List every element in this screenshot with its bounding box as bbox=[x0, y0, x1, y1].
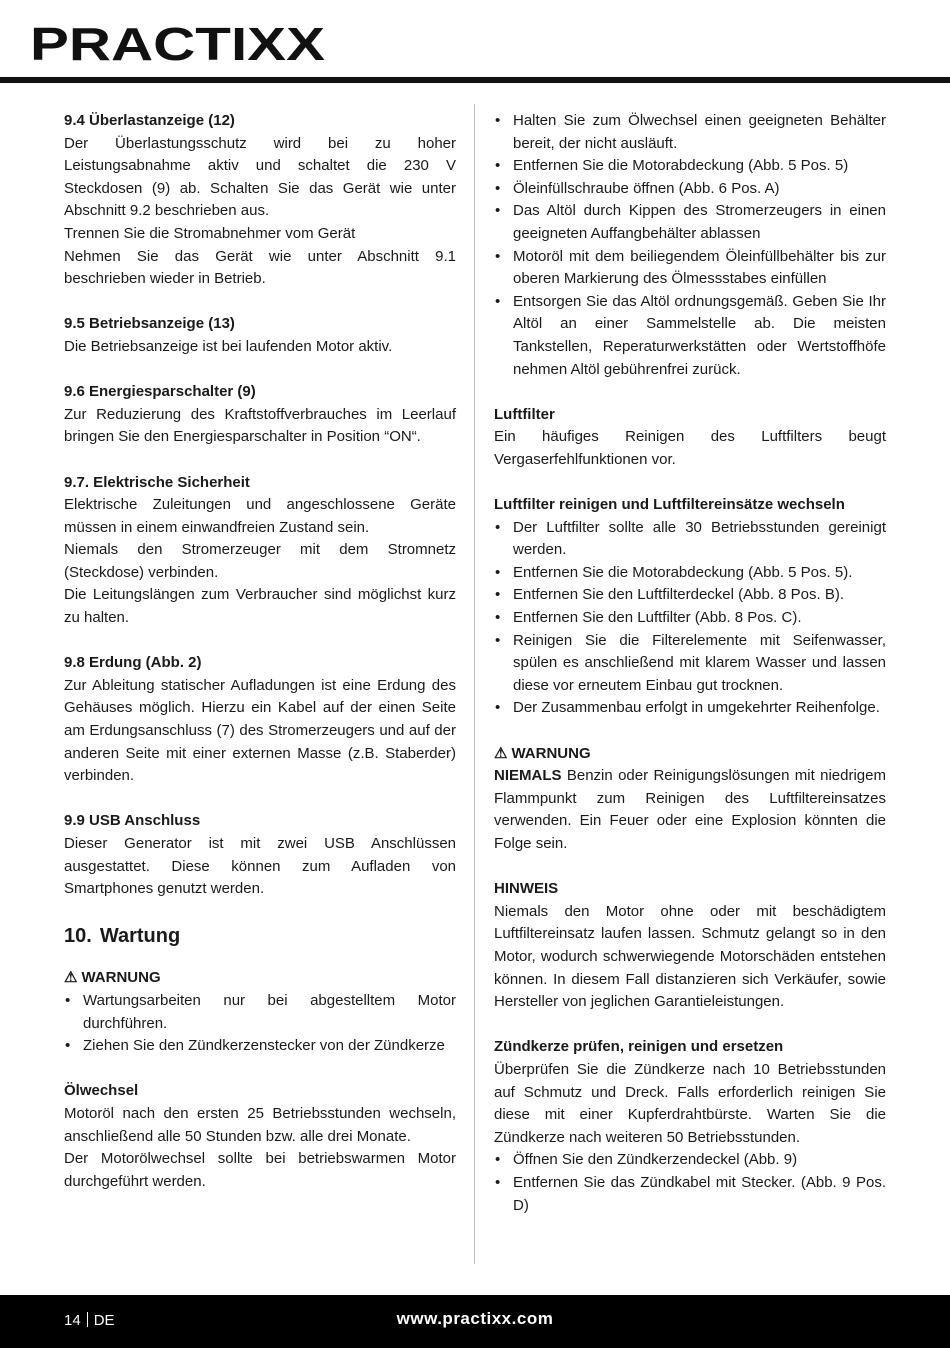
section-zuendkerze bbox=[494, 1036, 886, 1217]
page-number-value: 14 bbox=[64, 1312, 81, 1329]
section-luftfilter bbox=[494, 404, 886, 472]
paragraph: Dieser Generator ist mit zwei USB Anschlüssen ausgestattet. Diese können zum Aufladen von Smartphones genutzt werden. bbox=[64, 835, 456, 898]
list-item: • Entfernen Sie den Luftfilter (Abb. 8 Pos. C). bbox=[494, 607, 886, 630]
list-item: • Öleinfüllschraube öffnen (Abb. 6 Pos. A) bbox=[494, 178, 886, 201]
warning-title: WARNUNG bbox=[81, 969, 161, 987]
section-title: 9.9 USB Anschluss bbox=[64, 812, 201, 830]
column-divider bbox=[474, 104, 475, 1264]
practixx-logo bbox=[30, 14, 330, 76]
steps-list bbox=[494, 517, 886, 720]
oelwechsel-steps bbox=[494, 110, 886, 381]
warning-icon: ⚠ bbox=[64, 969, 78, 987]
paragraph: Ein häufiges Reinigen des Luftfilters beugt Vergaserfehlfunktionen vor. bbox=[494, 428, 886, 468]
left-column bbox=[64, 110, 456, 1193]
section-9-5 bbox=[64, 313, 456, 358]
section-title: Zündkerze prüfen, reinigen und ersetzen bbox=[494, 1038, 784, 1056]
paragraph: Die Leitungslängen zum Verbraucher sind möglichst kurz zu halten. bbox=[64, 586, 456, 627]
list-item: • Motoröl mit dem beiliegendem Öleinfüllbehälter bis zur oberen Markierung des Ölmessstabes einfüllen bbox=[494, 246, 886, 291]
page-footer bbox=[0, 1295, 950, 1348]
warning-title: WARNUNG bbox=[511, 744, 591, 762]
paragraph: Niemals den Stromerzeuger mit dem Stromnetz (Steckdose) verbinden. bbox=[64, 541, 456, 581]
list-item: • Der Zusammenbau erfolgt in umgekehrter Reihenfolge. bbox=[494, 697, 886, 720]
list-item: • Entfernen Sie die Motorabdeckung (Abb. 5 Pos. 5) bbox=[494, 155, 886, 178]
paragraph: Trennen Sie die Stromabnehmer vom Gerät bbox=[64, 224, 356, 242]
emphasis: NIEMALS bbox=[494, 767, 562, 785]
right-column bbox=[494, 110, 886, 1217]
section-9-4 bbox=[64, 110, 456, 291]
section-title: Luftfilter bbox=[494, 405, 555, 423]
warning-block bbox=[64, 967, 456, 1057]
list-item: • Reinigen Sie die Filterelemente mit Seifenwasser, spülen es anschließend mit klarem Wasser und lassen diese vor erneutem Einbau gut trocknen. bbox=[494, 630, 886, 698]
section-title: 9.4 Überlastanzeige (12) bbox=[64, 112, 235, 129]
paragraph: Der Motorölwechsel sollte bei betriebswarmen Motor durchgeführt werden. bbox=[64, 1150, 456, 1190]
paragraph: Motoröl nach den ersten 25 Betriebsstunden wechseln, anschließend alle 50 Stunden bzw. alle drei Monate. bbox=[64, 1104, 456, 1145]
paragraph: Nehmen Sie das Gerät wie unter Abschnitt 9.1 beschrieben wieder in Betrieb. bbox=[64, 247, 456, 288]
paragraph: Die Betriebsanzeige ist bei laufenden Motor aktiv. bbox=[64, 337, 393, 355]
warning-text: Benzin oder Reinigungslösungen mit niedrigem Flammpunkt zum Reinigen des Luftfiltereinsatzes verwenden. Ein Feuer oder eine Explosion könnten die Folge sein. bbox=[494, 767, 886, 852]
section-9-8 bbox=[64, 652, 456, 788]
section-oelwechsel bbox=[64, 1080, 456, 1193]
section-title: 9.8 Erdung (Abb. 2) bbox=[64, 654, 202, 672]
paragraph: Der Überlastungsschutz wird bei zu hoher Leistungsabnahme aktiv und schaltet die 230 V Steckdosen (9) ab. Schalten Sie das Gerät wie unter Abschnitt 9.2 beschrieben aus. bbox=[64, 134, 456, 220]
section-title: HINWEIS bbox=[494, 880, 559, 898]
list-item: • Entsorgen Sie das Altöl ordnungsgemäß. Geben Sie Ihr Altöl an einer Sammelstelle ab. Die meisten Tankstellen, Reperaturwerkstätten oder Wertstoffhöfe nehmen Altöl gebührenfrei zurück. bbox=[494, 291, 886, 381]
list-item: • Ziehen Sie den Zündkerzenstecker von der Zündkerze bbox=[64, 1035, 456, 1058]
header-rule bbox=[0, 77, 950, 83]
language-code: DE bbox=[93, 1312, 115, 1329]
list-item: • Öffnen Sie den Zündkerzendeckel (Abb. 9) bbox=[494, 1149, 886, 1172]
section-luftfilter-reinigen bbox=[494, 494, 886, 720]
list-item: • Wartungsarbeiten nur bei abgestelltem Motor durchführen. bbox=[64, 990, 456, 1035]
list-item: • Das Altöl durch Kippen des Stromerzeugers in einen geeigneten Auffangbehälter ablassen bbox=[494, 200, 886, 245]
logo-text: PRACTIXX bbox=[30, 18, 326, 70]
list-item: • Entfernen Sie den Luftfilterdeckel (Abb. 8 Pos. B). bbox=[494, 584, 886, 607]
section-title: 9.5 Betriebsanzeige (13) bbox=[64, 315, 235, 333]
paragraph: Überprüfen Sie die Zündkerze nach 10 Betriebsstunden auf Schmutz und Dreck. Falls erforderlich reinigen Sie diese mit einer Kupferdrahtbürste. Warten Sie die Zündkerze nach weiteren 50 Betriebsstunden. bbox=[494, 1060, 886, 1146]
section-9-9 bbox=[64, 810, 456, 900]
paragraph bbox=[494, 765, 886, 855]
warning-icon: ⚠ bbox=[494, 744, 508, 762]
chapter-number: 10. bbox=[64, 925, 92, 948]
page-header bbox=[0, 0, 950, 84]
section-title: Ölwechsel bbox=[64, 1082, 139, 1100]
list-item: • Entfernen Sie die Motorabdeckung (Abb. 5 Pos. 5). bbox=[494, 562, 886, 585]
chapter-title: Wartung bbox=[99, 925, 181, 948]
section-title: 9.7. Elektrische Sicherheit bbox=[64, 473, 250, 491]
chapter-heading bbox=[64, 923, 456, 949]
steps-list bbox=[494, 1149, 886, 1217]
section-title: Luftfilter reinigen und Luftfiltereinsätze wechseln bbox=[494, 496, 845, 514]
list-item: • Entfernen Sie das Zündkabel mit Stecker. (Abb. 9 Pos. D) bbox=[494, 1172, 886, 1217]
section-hinweis bbox=[494, 878, 886, 1014]
paragraph: Zur Ableitung statischer Aufladungen ist eine Erdung des Gehäuses möglich. Hierzu ein Kabel auf der einen Seite am Erdungsanschluss (7) des Stromerzeugers und auf der anderen Seite mit einer externen Masse (z.B. Staberder) verbinden. bbox=[64, 676, 456, 785]
section-9-7 bbox=[64, 472, 456, 630]
paragraph: Niemals den Motor ohne oder mit beschädigtem Luftfiltereinsatz laufen lassen. Schmutz gelangt so in den Motor, wodurch schwerwiegende Motorschäden entstehen können. In diesem Fall distanzieren sich Verkäufer, sowie Hersteller von jeglichen Garantieleistungen. bbox=[494, 902, 886, 1011]
warning-list bbox=[64, 990, 456, 1058]
warning-block bbox=[494, 743, 886, 856]
section-9-6 bbox=[64, 381, 456, 449]
list-item: • Halten Sie zum Ölwechsel einen geeigneten Behälter bereit, der nicht ausläuft. bbox=[494, 110, 886, 155]
website-link[interactable]: www.practixx.com bbox=[396, 1309, 554, 1328]
paragraph: Zur Reduzierung des Kraftstoffverbrauches im Leerlauf bringen Sie den Energiesparschalter in Position “ON“. bbox=[64, 405, 456, 446]
paragraph: Elektrische Zuleitungen und angeschlossene Geräte müssen in einem einwandfreien Zustand sein. bbox=[64, 496, 456, 536]
steps-list bbox=[494, 110, 886, 381]
section-title: 9.6 Energiesparschalter (9) bbox=[64, 383, 256, 401]
list-item: • Der Luftfilter sollte alle 30 Betriebsstunden gereinigt werden. bbox=[494, 517, 886, 562]
